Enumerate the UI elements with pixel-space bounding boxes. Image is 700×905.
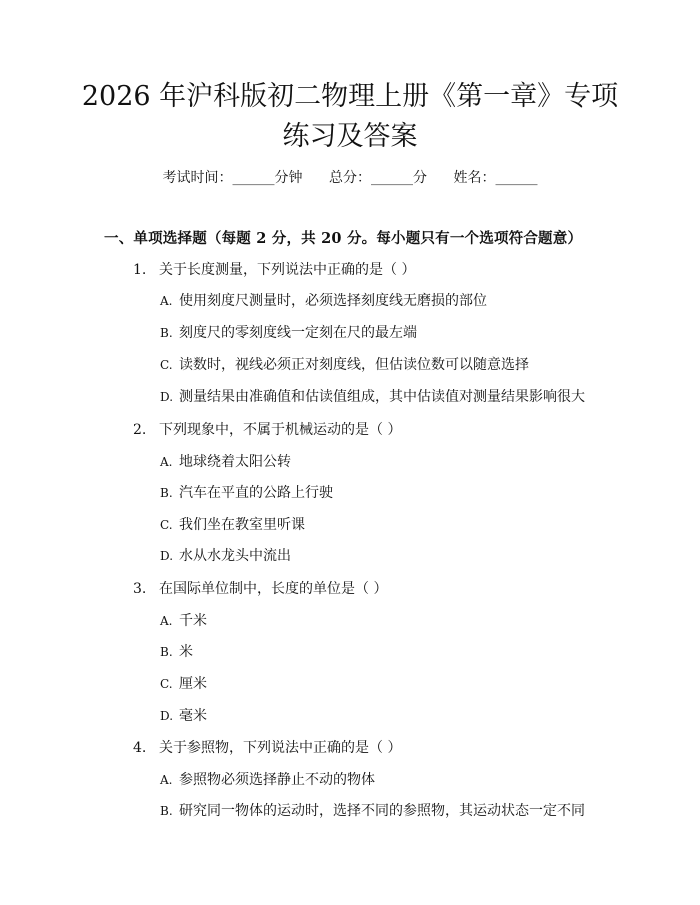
question-1-option-d — [160, 386, 585, 408]
question-2-option-b — [160, 482, 333, 504]
option-letter: C. — [160, 358, 173, 372]
question-3-option-b — [160, 641, 193, 663]
document-title-line-1: 2026 年沪科版初二物理上册《第一章》专项 — [81, 81, 619, 112]
option-text: 参照物必须选择静止不动的物体 — [179, 772, 375, 788]
option-text: 我们坐在教室里听课 — [179, 517, 305, 533]
question-number: 2. — [133, 422, 147, 438]
question-text: 关于长度测量，下列说法中正确的是（ ） — [159, 262, 416, 278]
question-number: 3. — [133, 581, 147, 597]
question-3-option-c — [160, 673, 207, 695]
question-number: 4. — [133, 740, 147, 756]
question-4-option-b — [160, 800, 585, 822]
question-2-option-d — [160, 545, 291, 567]
total-score-field: 总分：______分 — [329, 170, 427, 186]
option-letter: A. — [160, 294, 173, 308]
document-title-line-2: 练习及答案 — [282, 121, 418, 152]
exam-time-field: 考试时间：______分钟 — [162, 170, 303, 186]
option-letter: D. — [160, 549, 174, 563]
option-letter: B. — [160, 486, 173, 500]
option-text: 米 — [179, 644, 193, 660]
option-text: 千米 — [179, 613, 207, 629]
option-text: 汽车在平直的公路上行驶 — [179, 485, 333, 501]
exam-info-bar — [0, 167, 700, 189]
question-1-option-c — [160, 354, 529, 376]
question-4-option-a — [160, 769, 375, 791]
option-letter: A. — [160, 455, 173, 469]
question-1-option-b — [160, 322, 417, 344]
option-text: 使用刻度尺测量时，必须选择刻度线无磨损的部位 — [179, 293, 487, 309]
option-text: 测量结果由准确值和估读值组成，其中估读值对测量结果影响很大 — [179, 389, 585, 405]
question-3-option-d — [160, 705, 207, 727]
option-letter: D. — [160, 709, 174, 723]
student-name-field: 姓名：______ — [453, 170, 538, 186]
option-text: 厘米 — [179, 676, 207, 692]
option-letter: C. — [160, 518, 173, 532]
question-number: 1. — [133, 262, 147, 278]
question-text: 下列现象中，不属于机械运动的是（ ） — [159, 422, 402, 438]
option-text: 研究同一物体的运动时，选择不同的参照物，其运动状态一定不同 — [179, 803, 585, 819]
option-text: 毫米 — [179, 708, 207, 724]
question-3-option-a — [160, 610, 207, 632]
option-text: 地球绕着太阳公转 — [179, 454, 291, 470]
option-letter: B. — [160, 804, 173, 818]
option-letter: A. — [160, 773, 173, 787]
option-text: 刻度尺的零刻度线一定刻在尺的最左端 — [179, 325, 417, 341]
question-1-option-a — [160, 290, 487, 312]
option-letter: B. — [160, 645, 173, 659]
question-2 — [133, 419, 401, 441]
section-heading: 一、单项选择题（每题 2 分，共 20 分。每小题只有一个选项符合题意） — [104, 230, 583, 247]
option-letter: B. — [160, 326, 173, 340]
question-text: 在国际单位制中，长度的单位是（ ） — [159, 581, 388, 597]
question-2-option-c — [160, 514, 305, 536]
option-text: 读数时，视线必须正对刻度线，但估读位数可以随意选择 — [179, 357, 529, 373]
question-3 — [133, 578, 387, 600]
question-4 — [133, 737, 401, 759]
option-letter: A. — [160, 614, 173, 628]
question-2-option-a — [160, 451, 291, 473]
question-text: 关于参照物，下列说法中正确的是（ ） — [159, 740, 402, 756]
option-letter: C. — [160, 677, 173, 691]
question-1 — [133, 259, 415, 281]
option-letter: D. — [160, 390, 174, 404]
option-text: 水从水龙头中流出 — [179, 548, 291, 564]
